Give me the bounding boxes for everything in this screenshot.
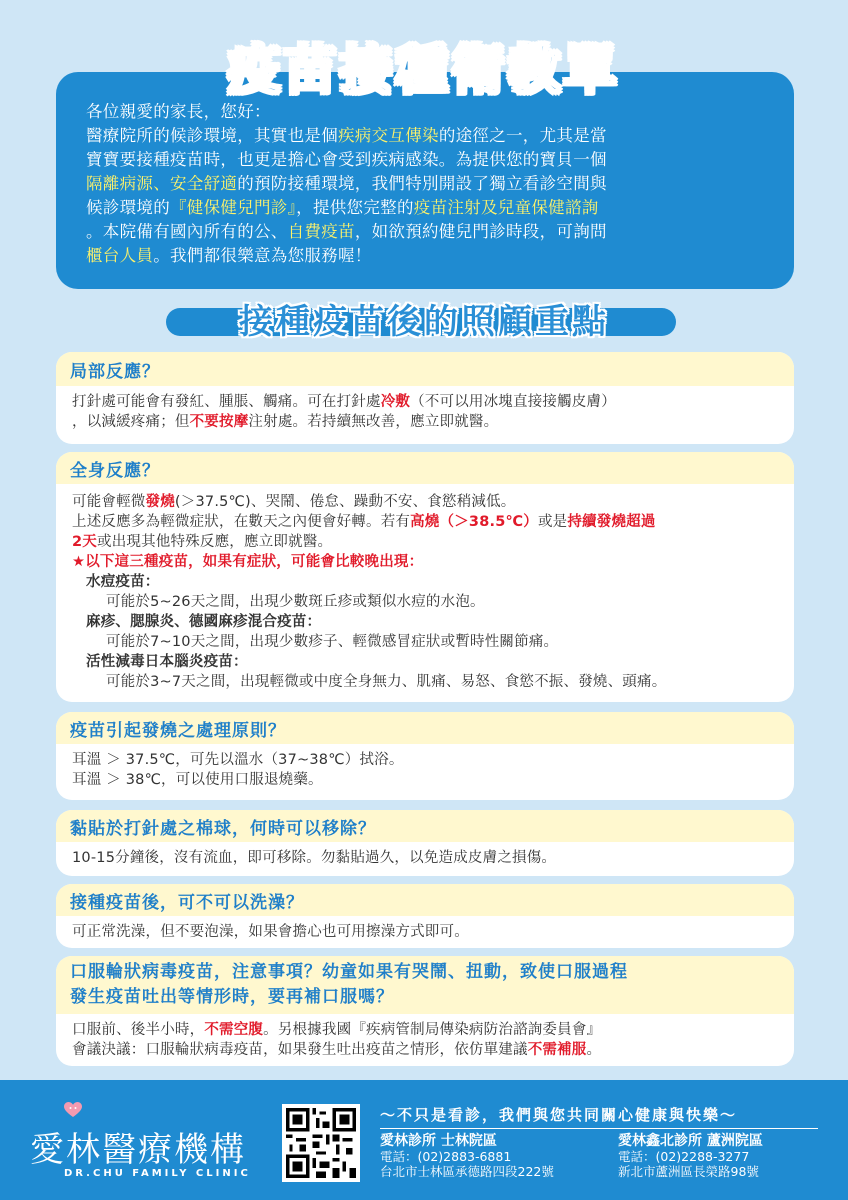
clinic-address: 台北市士林區承德路四段222號	[380, 1164, 554, 1179]
card-body: 打針處可能會有發紅、腫脹、觸痛。可在打針處冷敷（不可以用冰塊直接接觸皮膚） ，以減緩疼痛；但不要按摩注射處。若持續無改善，應立即就醫。	[72, 394, 616, 430]
card-title: 口服輪狀病毒疫苗，注意事項？幼童如果有哭鬧、扭動，致使口服過程 發生疫苗吐出等情形時，要再補口服嗎？	[56, 956, 794, 1014]
clinic-luzhou	[618, 1134, 763, 1179]
slogan: ～不只是看診，我們與您共同關心健康與快樂～	[380, 1106, 738, 1124]
card-title: 接種疫苗後，可不可以洗澡？	[56, 884, 794, 916]
clinic-address: 新北市蘆洲區長榮路98號	[618, 1164, 759, 1179]
clinic-logo-subtitle: DR.CHU FAMILY CLINIC	[64, 1168, 251, 1179]
main-title: 疫苗接種衛教單	[227, 41, 620, 101]
card-body: 口服前、後半小時，不需空腹。另根據我國『疾病管制局傳染病防治諮詢委員會』 會議決議：口服輪狀病毒疫苗，如果發生吐出疫苗之情形，依仿單建議不需補服。	[72, 1022, 602, 1058]
intro-line: 櫃台人員。我們都很樂意為您服務喔！	[86, 246, 372, 265]
divider	[380, 1128, 818, 1129]
intro-line: 寶寶要接種疫苗時，也更是擔心會受到疾病感染。為提供您的寶貝一個	[86, 150, 607, 169]
intro-line: 。本院備有國內所有的公、自費疫苗，如欲預約健兒門診時段，可詢問	[86, 222, 607, 241]
vaccine-warning: ★以下這三種疫苗，如果有症狀，可能會比較晚出現：	[72, 554, 424, 570]
clinic-phone[interactable]: 電話：(02)2288-3277	[618, 1149, 750, 1164]
intro-line: 醫療院所的候診環境，其實也是個疾病交互傳染的途徑之一，尤其是當	[86, 126, 607, 145]
card-rotavirus	[56, 956, 794, 1066]
qr-code-icon[interactable]	[282, 1104, 360, 1182]
card-cotton-ball	[56, 810, 794, 876]
clinic-phone[interactable]: 電話：(02)2883-6881	[380, 1149, 512, 1164]
intro-box	[56, 72, 794, 289]
clinic-logo-name: 愛林醫療機構	[30, 1130, 246, 1170]
card-body: 可正常洗澡，但不要泡澡，如果會擔心也可用擦澡方式即可。	[72, 924, 469, 940]
card-title: 局部反應？	[56, 352, 794, 386]
card-systemic-reaction	[56, 452, 794, 702]
section-title: 接種疫苗後的照顧重點	[239, 302, 609, 342]
card-local-reaction	[56, 352, 794, 444]
intro-line: 隔離病源、安全舒適的預防接種環境，我們特別開設了獨立看診空間與	[86, 174, 607, 193]
heart-icon	[64, 1102, 82, 1118]
card-title: 疫苗引起發燒之處理原則？	[56, 712, 794, 744]
clinic-shilin	[380, 1134, 554, 1179]
card-body: 耳溫 ＞ 37.5℃，可先以溫水（37~38℃）拭浴。 耳溫 ＞ 38℃，可以使用口服退燒藥。	[72, 752, 404, 788]
card-fever	[56, 712, 794, 800]
intro-line: 候診環境的『健保健兒門診』，提供您完整的疫苗注射及兒童保健諮詢	[86, 198, 599, 217]
card-title: 黏貼於打針處之棉球，何時可以移除？	[56, 810, 794, 842]
card-title: 全身反應？	[56, 452, 794, 484]
clinic-name: 愛林鑫北診所 蘆洲院區	[618, 1133, 763, 1149]
footer	[0, 1080, 848, 1200]
card-bath	[56, 884, 794, 948]
clinic-name: 愛林診所 士林院區	[380, 1133, 497, 1149]
card-body: 10-15分鐘後，沒有流血，即可移除。勿黏貼過久，以免造成皮膚之損傷。	[72, 850, 557, 866]
intro-greeting: 各位親愛的家長，您好：	[86, 102, 271, 121]
card-body: 可能會輕微發燒(＞37.5℃)、哭鬧、倦怠、躁動不安、食慾稍減低。 上述反應多為輕微症狀，在數天之內便會好轉。若有高燒（＞38.5℃）或是持續發燒超過 2天或出現其他特殊反應，應立即就醫。 ★以下這三種疫苗，如果有症狀，可能會比較晚出現： 水痘疫苗： 可能於5~26天之間，出現少數斑丘疹或類似水痘的水泡。 麻疹、腮腺炎、德國麻疹混合疫苗： 可能於7~10天之間，出現少數疹子、輕微感冒症狀或暫時性關節痛。 活性減毒日本腦炎疫苗： 可能於3~7天之間，出現輕微或中度全身無力、肌痛、易怒、食慾不振、發燒、頭痛。	[56, 484, 794, 692]
